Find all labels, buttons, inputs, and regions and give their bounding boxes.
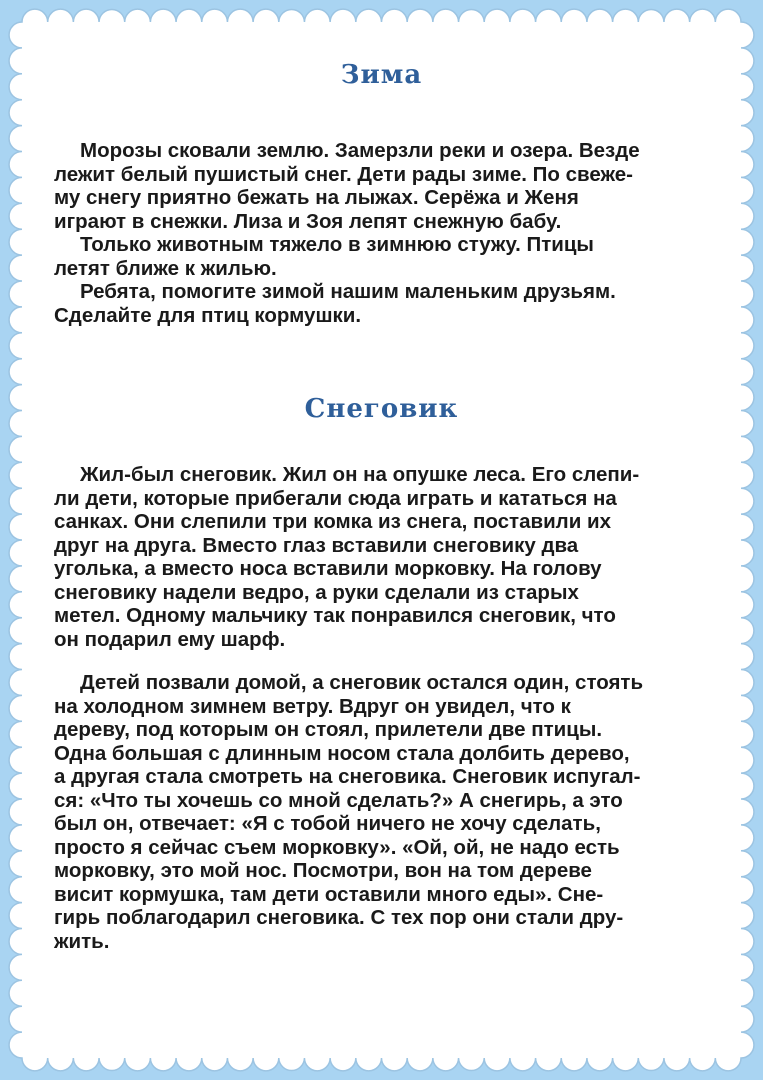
text-line: лежит белый пушистый снег. Дети рады зиме. По свеже-: [54, 162, 633, 186]
text-line: Сделайте для птиц кормушки.: [54, 303, 362, 327]
text-line: на холодном зимнем ветру. Вдруг он увидел, что к: [54, 694, 571, 718]
text-line: а другая стала смотреть на снеговика. Снеговик испугал-: [54, 765, 641, 788]
text-line: просто я сейчас съем морковку». «Ой, ой, не надо есть: [54, 835, 620, 859]
text-line: дереву, под которым он стоял, прилетели две птицы.: [54, 718, 603, 741]
text-line: Одна большая с длинным носом стала долбить дерево,: [54, 741, 630, 765]
title-snegovik: Снеговик: [304, 394, 459, 424]
text-line: был он, отвечает: «Я с тобой ничего не хочу сделать,: [54, 812, 601, 835]
text-block-zima: [54, 139, 726, 327]
text-line: Морозы сковали землю. Замерзли реки и озера. Везде: [80, 139, 640, 162]
text-line: Детей позвали домой, а снеговик остался один, стоять: [80, 671, 644, 694]
text-line: висит кормушка, там дети оставили много еды». Сне-: [54, 882, 604, 906]
text-line: Жил-был снеговик. Жил он на опушке леса. Его слепи-: [80, 463, 640, 486]
text-line: жить.: [54, 929, 110, 953]
text-block-snegovik-1: [54, 463, 726, 651]
text-line: морковку, это мой нос. Посмотри, вон на том дереве: [54, 859, 592, 882]
text-line: он подарил ему шарф.: [54, 627, 286, 651]
text-line: снеговику надели ведро, а руки сделали из старых: [54, 580, 579, 604]
text-line: играют в снежки. Лиза и Зоя лепят снежную бабу.: [54, 209, 562, 233]
text-line: санках. Они слепили три комка из снега, поставили их: [54, 510, 612, 533]
title-zima: Зима: [340, 60, 423, 90]
text-line: гирь поблагодарил снеговика. С тех пор они стали дру-: [54, 906, 624, 929]
text-line: ся: «Что ты хочешь со мной сделать?» А снегирь, а это: [54, 788, 623, 812]
text-line: уголька, а вместо носа вставили морковку. На голову: [54, 557, 602, 580]
text-line: Ребята, помогите зимой нашим маленьким друзьям.: [80, 280, 616, 303]
text-line: Только животным тяжело в зимнюю стужу. Птицы: [80, 233, 594, 256]
text-line: друг на друга. Вместо глаз вставили снеговику два: [54, 533, 579, 557]
text-line: ли дети, которые прибегали сюда играть и кататься на: [54, 486, 617, 510]
text-block-snegovik-2: [54, 671, 726, 953]
text-line: метел. Одному мальчику так понравился снеговик, что: [54, 604, 616, 627]
text-line: му снегу приятно бежать на лыжах. Серёжа и Женя: [54, 186, 579, 209]
text-line: летят ближе к жилью.: [54, 256, 277, 280]
